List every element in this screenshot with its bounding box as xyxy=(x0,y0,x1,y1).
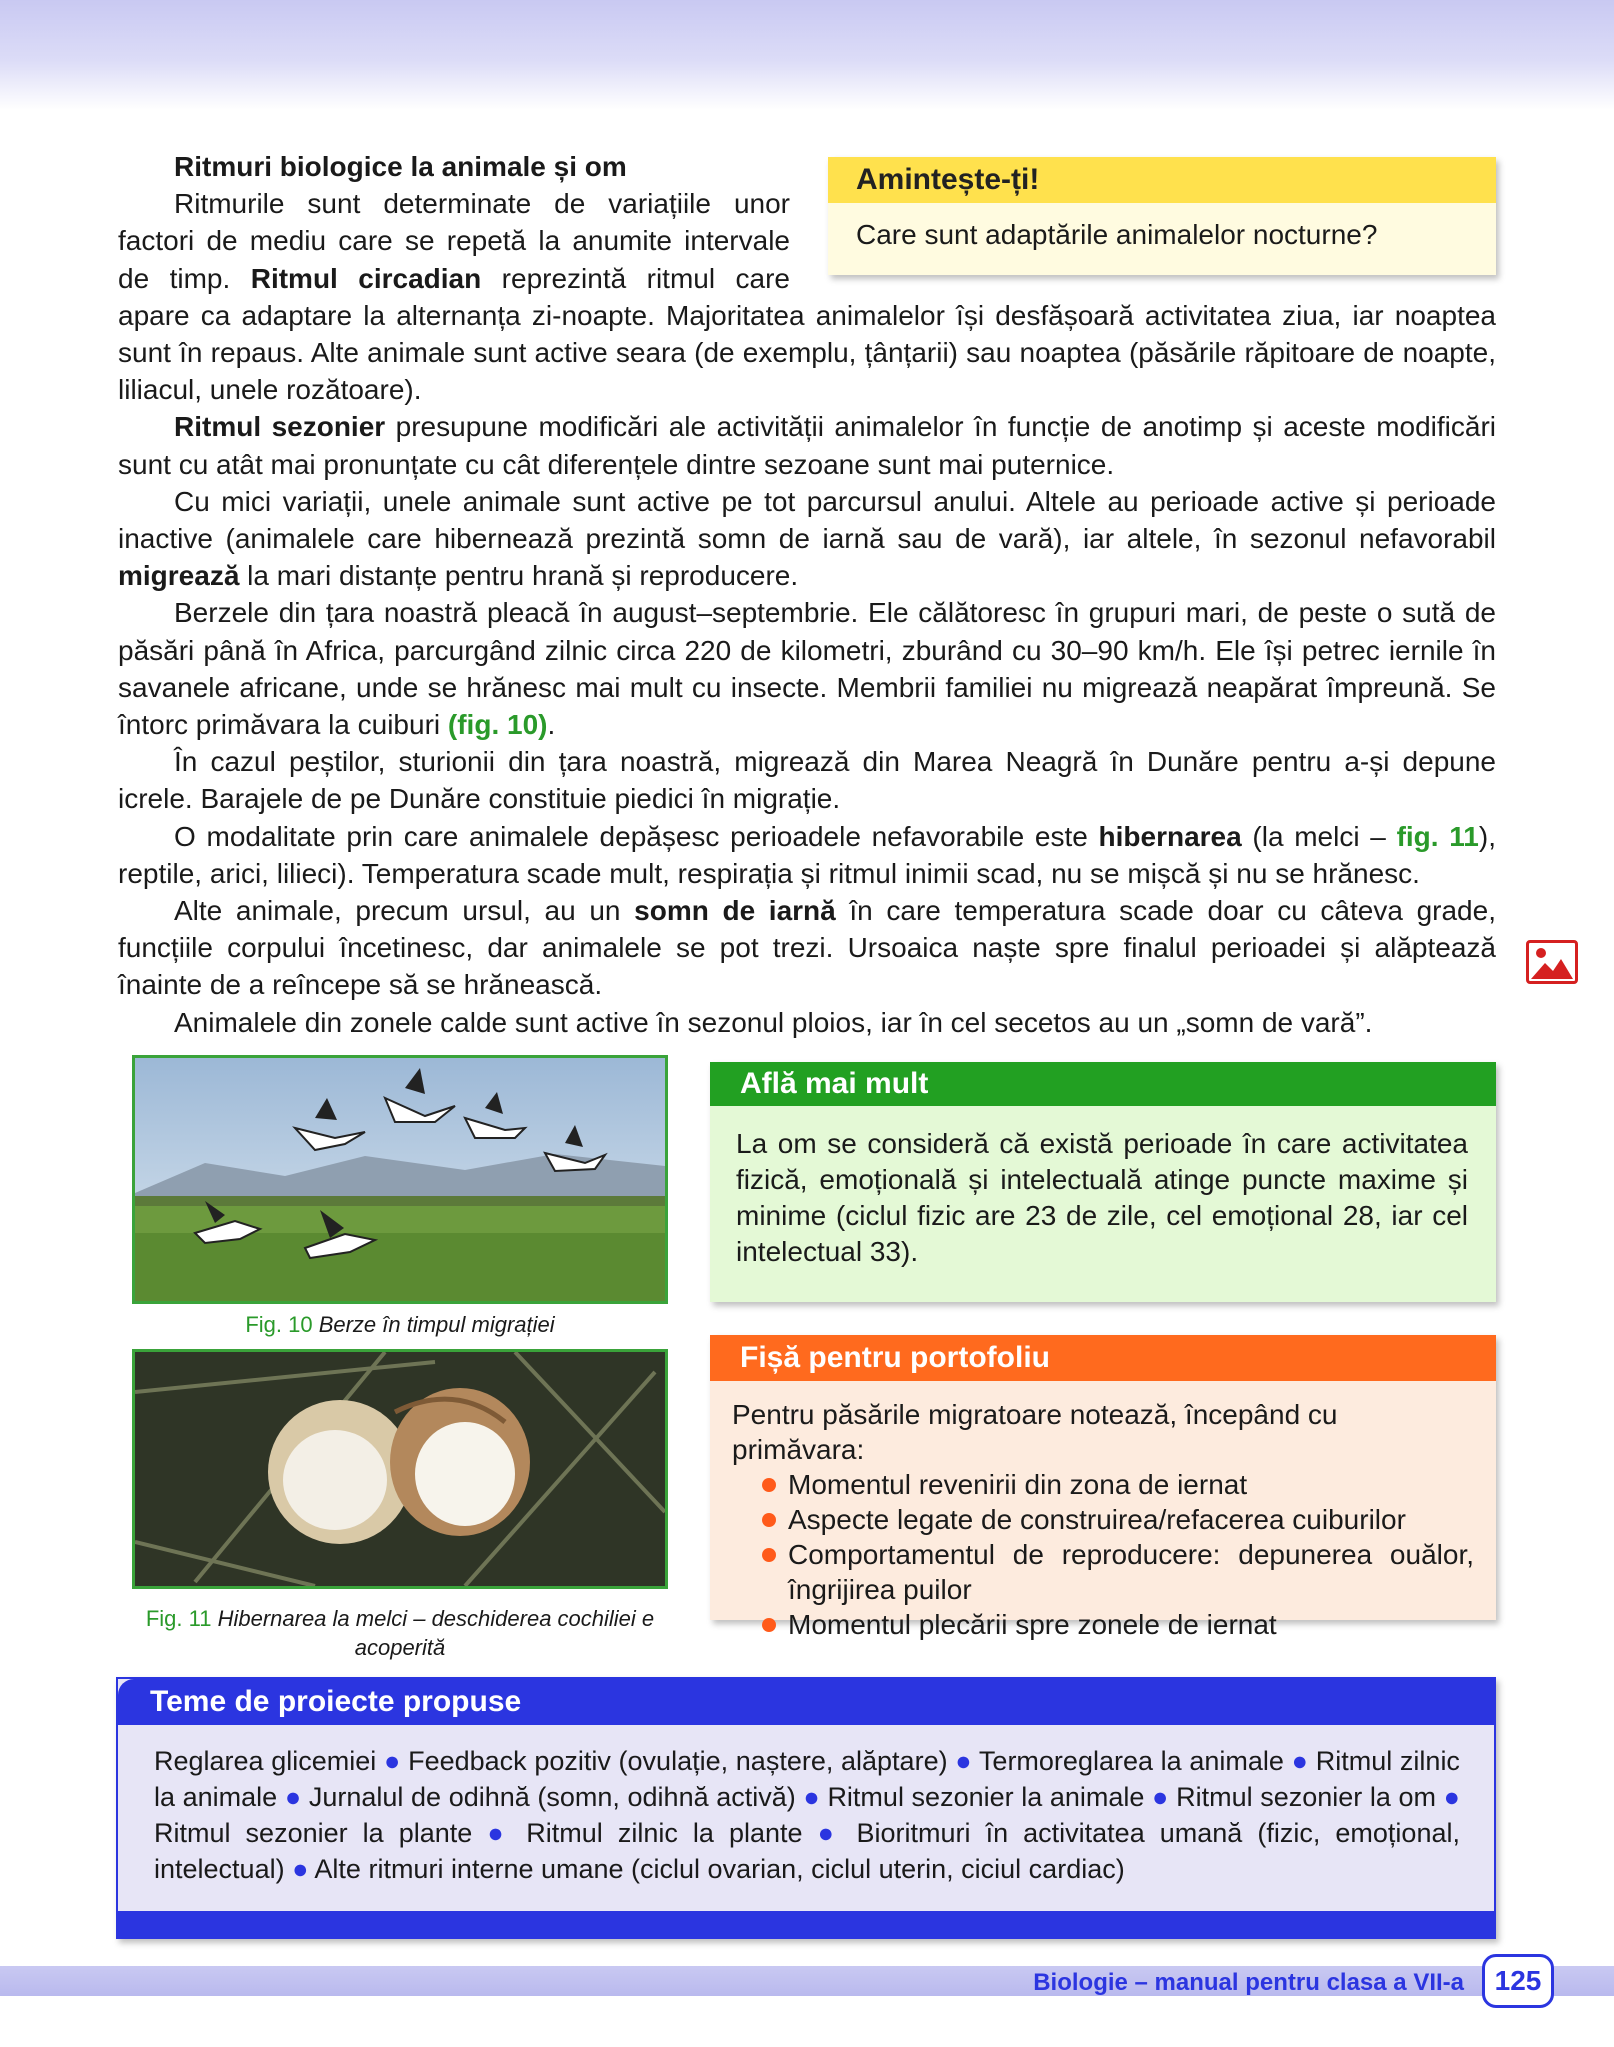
project-item: Jurnalul de odihnă (somn, odihnă activă) xyxy=(308,1782,796,1812)
list-item: Momentul revenirii din zona de iernat xyxy=(762,1467,1474,1502)
term-seasonal: Ritmul sezonier xyxy=(174,411,386,443)
caption-fig10 xyxy=(140,1310,660,1339)
project-item: Ritmul zilnic la animale xyxy=(154,1746,1460,1812)
projects-bottom-bar xyxy=(118,1911,1494,1937)
portfolio-box xyxy=(710,1335,1496,1640)
project-item: Alte ritmuri interne umane (ciclul ovarian, ciclul uterin, ciciul cardiac) xyxy=(314,1854,1125,1884)
fig-ref-11[interactable]: fig. 11 xyxy=(1396,820,1479,852)
projects-title: Teme de proiecte propuse xyxy=(118,1679,1494,1725)
image-icon[interactable] xyxy=(1526,940,1578,984)
learn-more-title: Află mai mult xyxy=(710,1062,1496,1106)
project-item: Ritmul zilnic la plante xyxy=(526,1818,803,1848)
top-band xyxy=(0,0,1614,110)
text-span: reprezintă ritmul care apare ca adaptare la alternanța zi-noapte. Majoritatea animalelor își desfășoară activitatea ziua, iar noaptea sunt în repaus. Alte animale sunt active seara (de exemplu, țânțarii) sau noaptea (păsările răpitoare de noapte, liliacul, unele rozătoare). xyxy=(118,262,1496,406)
fig11-caption-text: Hibernarea la melci – deschiderea cochiliei e acoperită xyxy=(211,1606,655,1660)
figure-snails xyxy=(132,1349,668,1589)
learn-more-box xyxy=(710,1062,1496,1302)
bullet-icon: ● xyxy=(487,1818,512,1848)
bullet-icon: ● xyxy=(1443,1782,1460,1812)
figure-storks xyxy=(132,1055,668,1304)
projects-list xyxy=(118,1725,1494,1887)
list-item: Aspecte legate de construirea/refacerea cuiburilor xyxy=(762,1502,1474,1537)
bullet-icon: ● xyxy=(1152,1782,1169,1812)
term-circadian: Ritmul circadian xyxy=(250,262,482,294)
list-item: Comportamentul de reproducere: depunerea ouălor, îngrijirea puilor xyxy=(762,1537,1474,1607)
text-span: ), reptile, arici, lilieci). Temperatura scade mult, respirația și ritmul inimii scad, nu se mișcă și nu se hrănesc. xyxy=(118,820,1496,889)
remember-title: Amintește-ți! xyxy=(828,157,1496,203)
learn-more-text: La om se consideră că există perioade în care activitatea fizică, emoțională și intelectuală atinge puncte maxime și minime (ciclul fizic are 23 de zile, cel emoțional 28, iar cel intelectual 33). xyxy=(736,1128,1468,1267)
paragraph-summer-sleep: Animalele din zonele calde sunt active în sezonul ploios, iar în cel secetos au un „somn de vară”. xyxy=(174,1006,1373,1038)
text-span: presupune modificări ale activității animalelor în funcție de anotimp și aceste modificări sunt cu atât mai pronunțate cu cât diferențele dintre sezoane sunt mai puternice. xyxy=(118,411,1497,480)
fig11-number: Fig. 11 xyxy=(145,1606,212,1631)
paragraph-sturgeon: În cazul peștilor, sturionii din țara noastră, migrează din Marea Neagră în Dunăre pentru a-și depune icrele. Barajele de pe Dunăre constituie piedici în migrație. xyxy=(118,746,1496,815)
term-migration: migrează xyxy=(118,560,240,592)
portfolio-intro: Pentru păsările migratoare notează, începând cu primăvara: xyxy=(732,1399,1338,1465)
text-span: O modalitate prin care animalele depășesc perioadele nefavorabile este xyxy=(174,820,1099,852)
bullet-icon: ● xyxy=(803,1782,820,1812)
project-item: Ritmul sezonier la om xyxy=(1176,1782,1437,1812)
paragraph-seasonal xyxy=(118,408,1496,482)
bullet-icon: ● xyxy=(292,1854,309,1884)
fig-ref-10[interactable]: (fig. 10) xyxy=(447,709,548,741)
footer-book-title: Biologie – manual pentru clasa a VII-a xyxy=(1033,1969,1464,1996)
project-item: Termoreglarea la animale xyxy=(978,1746,1284,1776)
section-heading: Ritmuri biologice la animale și om xyxy=(174,151,627,182)
paragraph-hibernation xyxy=(118,818,1496,892)
bullet-icon: ● xyxy=(383,1746,401,1776)
portfolio-list xyxy=(732,1467,1474,1642)
storks-photo xyxy=(135,1058,665,1301)
image-icon-graphic xyxy=(1529,943,1575,981)
caption-fig11 xyxy=(136,1604,664,1662)
remember-text: Care sunt adaptările animalelor nocturne? xyxy=(856,219,1378,250)
fig10-number: Fig. 10 xyxy=(245,1312,313,1337)
text-span: Cu mici variații, unele animale sunt active pe tot parcursul anului. Altele au perioade active și perioade inactive (animalele care hibernează prezintă somn de iarnă sau de vară), iar altele, în sezonul nefavorabil xyxy=(118,485,1496,555)
text-span: la mari distanțe pentru hrană și reproducere. xyxy=(239,560,799,592)
bullet-icon: ● xyxy=(955,1746,972,1776)
projects-box xyxy=(116,1677,1496,1939)
text-span: (la melci – xyxy=(1241,820,1397,852)
project-item: Bioritmuri în activitatea umană (fizic, emoțional, intelectual) xyxy=(154,1818,1460,1884)
body-text xyxy=(118,148,1496,1041)
term-hibernation: hibernarea xyxy=(1098,820,1242,852)
project-item: Ritmul sezonier la animale xyxy=(827,1782,1145,1812)
portfolio-title: Fișă pentru portofoliu xyxy=(710,1335,1496,1381)
project-item: Ritmul sezonier la plante xyxy=(154,1818,473,1848)
text-span: Alte animale, precum ursul, au un xyxy=(174,895,635,927)
page-number: 125 xyxy=(1482,1954,1554,2008)
text-span: în care temperatura scade doar cu câteva grade, funcțiile corpului încetinesc, dar animalele se pot trezi. Ursoaica naște spre finalul perioadei și alăptează înainte de a reîncepe să se hrănească. xyxy=(118,895,1496,1001)
bullet-icon: ● xyxy=(817,1818,842,1848)
snails-photo xyxy=(135,1352,665,1586)
paragraph-winter-sleep xyxy=(118,892,1496,1004)
term-winter-sleep: somn de iarnă xyxy=(634,895,836,927)
project-item: Reglarea glicemiei xyxy=(154,1746,377,1776)
project-item: Feedback pozitiv (ovulație, naștere, alăptare) xyxy=(408,1746,948,1776)
text-span: Ritmurile sunt determinate de variațiile unor factori de mediu care se repetă la anumite intervale de timp. xyxy=(118,188,790,294)
portfolio-content xyxy=(710,1381,1496,1642)
bullet-icon: ● xyxy=(1291,1746,1309,1776)
text-span: . xyxy=(547,709,556,741)
bullet-icon: ● xyxy=(284,1782,302,1812)
remember-box xyxy=(828,157,1496,275)
fig10-caption-text: Berze în timpul migrației xyxy=(312,1312,555,1337)
paragraph-migration xyxy=(118,483,1496,595)
text-span: Berzele din țara noastră pleacă în august–septembrie. Ele călătoresc în grupuri mari, de peste o sută de păsări până în Africa, parcurgând zilnic circa 220 de kilometri, zburând cu 30–90 km/h. Ele își petrec iernile în savanele africane, unde se hrănesc mai mult cu insecte. Membrii familiei nu migrează neapărat împreună. Se întorc primăvara la cuiburi xyxy=(118,597,1496,741)
paragraph-storks xyxy=(118,594,1496,743)
list-item: Momentul plecării spre zonele de iernat xyxy=(762,1607,1474,1642)
